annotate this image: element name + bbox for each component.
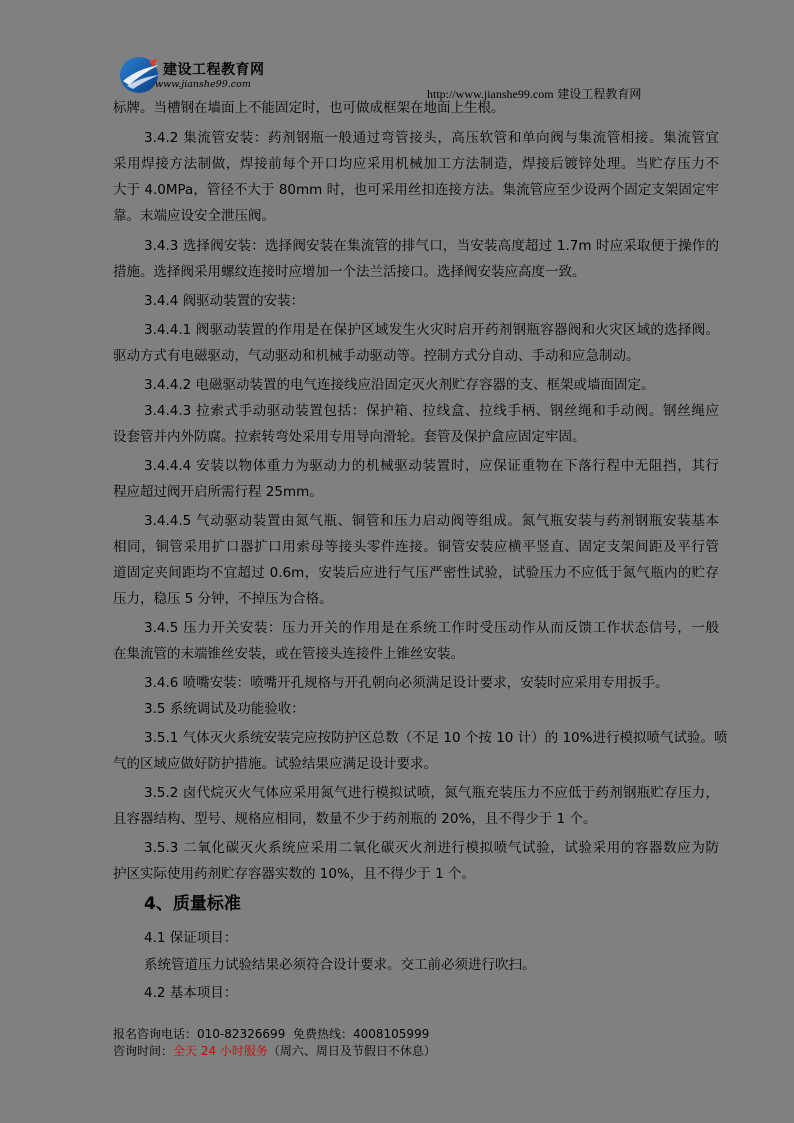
paragraph-line: 3.4.4.5 气动驱动装置由氮气瓶、铜管和压力启动阀等组成。氮气瓶安装与药剂钢瓶安装基本	[144, 513, 719, 529]
paragraph-line: 3.5 系统调试及功能验收：	[144, 701, 305, 717]
paragraph-line: 3.4.4 阀驱动装置的安装：	[144, 293, 305, 309]
section-heading: 4、质量标准	[144, 894, 241, 914]
phone-label: 报名咨询电话：	[113, 1027, 198, 1041]
logo-title: 建设工程教育网	[163, 62, 265, 78]
time-label: 咨询时间：	[113, 1044, 174, 1058]
paragraph-line: 措施。选择阀采用螺纹连接时应增加一个法兰活接口。选择阀安装应高度一致。	[113, 264, 586, 280]
paragraph-line: 且容器结构、型号、规格应相同，数量不少于药剂瓶的 20%，且不得少于 1 个。	[113, 811, 597, 827]
paragraph-line: 3.4.4.2 电磁驱动装置的电气连接线应沿固定灭火剂贮存容器的支、框架或墙面固定。	[144, 377, 655, 393]
paragraph-line: 驱动方式有电磁驱动，气动驱动和机械手动驱动等。控制方式分自动、手动和应急制动。	[113, 348, 640, 364]
paragraph-line: 3.4.3 选择阀安装：选择阀安装在集流管的排气口，当安装高度超过 1.7m 时应采取便于操作的	[144, 238, 719, 254]
paragraph-line: 3.4.4.4 安装以物体重力为驱动力的机械驱动装置时，应保证重物在下落行程中无阻挡，其行	[144, 458, 719, 474]
paragraph-line: 气的区域应做好防护措施。试验结果应满足设计要求。	[113, 756, 437, 772]
paragraph-line: 3.4.6 喷嘴安装：喷嘴开孔规格与开孔朝向必须满足设计要求，安装时应采用专用扳手。	[144, 675, 669, 691]
paragraph-line: 压力，稳压 5 分钟，不掉压为合格。	[113, 591, 333, 607]
time-note: （周六、周日及节假日不休息）	[267, 1044, 436, 1058]
paragraph-line: 大于 4.0MPa，管径不大于 80mm 时，也可采用丝扣连接方法。集流管应至少设两个固定支架固定牢	[113, 182, 719, 198]
logo-url: www.jianshe99.com	[155, 79, 251, 90]
paragraph-line: 采用焊接方法制做，焊接前每个开口均应采用机械加工方法制造，焊接后镀锌处理。当贮存压力不	[113, 156, 719, 172]
time-highlight: 全天 24 小时服务	[173, 1044, 268, 1058]
paragraph-line: 3.5.3 二氧化碳灭火系统应采用二氧化碳灭火剂进行模拟喷气试验，试验采用的容器数应为防	[144, 840, 719, 856]
phone-number: 010-82326699	[197, 1027, 286, 1041]
paragraph-line: 程应超过阀开启所需行程 25mm。	[113, 484, 323, 500]
paragraph-line: 3.5.1 气体灭火系统安装完应按防护区总数（不足 10 个按 10 计）的 10%进行模拟喷气试验。喷	[144, 730, 728, 746]
site-logo	[119, 55, 265, 95]
paragraph-line: 道固定夹间距均不宜超过 0.6m，安装后应进行气压严密性试验，试验压力不应低于氮气瓶内的贮存	[113, 565, 719, 581]
paragraph-line: 在集流管的末端锥丝安装，或在管接头连接件上锥丝安装。	[113, 646, 464, 662]
site-url-link[interactable]: http://www.jianshe99.com	[427, 87, 554, 101]
paragraph-line: 设套管并内外防腐。拉索转弯处采用专用导向滑轮。套管及保护盒应固定牢固。	[113, 429, 586, 445]
paragraph-line: 护区实际使用药剂贮存容器实数的 10%，且不得少于 1 个。	[113, 866, 475, 882]
paragraph-line: 3.5.2 卤代烷灭火气体应采用氮气进行模拟试喷，氮气瓶充装压力不应低于药剂钢瓶贮存压力，	[144, 785, 719, 801]
paragraph-line: 标牌。当槽钢在墙面上不能固定时，也可做成框架在地面上生根。	[113, 100, 505, 116]
hotline-number: 4008105999	[352, 1027, 430, 1041]
paragraph-line: 3.4.4.1 阀驱动装置的作用是在保护区域发生火灾时启开药剂钢瓶容器阀和火灾区域的选择阀。	[144, 322, 719, 338]
paragraph-line: 3.4.2 集流管安装：药剂钢瓶一般通过弯管接头，高压软管和单向阀与集流管相接。集流管宜	[144, 130, 719, 146]
paragraph-line: 3.4.4.3 拉索式手动驱动装置包括：保护箱、拉线盒、拉线手柄、钢丝绳和手动阀。钢丝绳应	[144, 403, 719, 419]
paragraph-line: 系统管道压力试验结果必须符合设计要求。交工前必须进行吹扫。	[144, 957, 536, 973]
footer-contact-row	[113, 1026, 436, 1043]
paragraph-line: 3.4.5 压力开关安装：压力开关的作用是在系统工作时受压动作从而反馈工作状态信号，一般	[144, 620, 719, 636]
footer-time-row	[113, 1043, 436, 1060]
paragraph-line: 相同，铜管采用扩口器扩口用索母等接头零件连接。铜管安装应横平竖直、固定支架间距及平行管	[113, 539, 719, 555]
page-footer	[113, 1026, 436, 1060]
paragraph-line: 4.2 基本项目：	[144, 985, 238, 1001]
paragraph-line: 4.1 保证项目：	[144, 930, 238, 946]
site-name: 建设工程教育网	[557, 87, 642, 101]
paragraph-line: 靠。末端应设安全泄压阀。	[113, 208, 275, 224]
hotline-label: 免费热线：	[292, 1027, 353, 1041]
